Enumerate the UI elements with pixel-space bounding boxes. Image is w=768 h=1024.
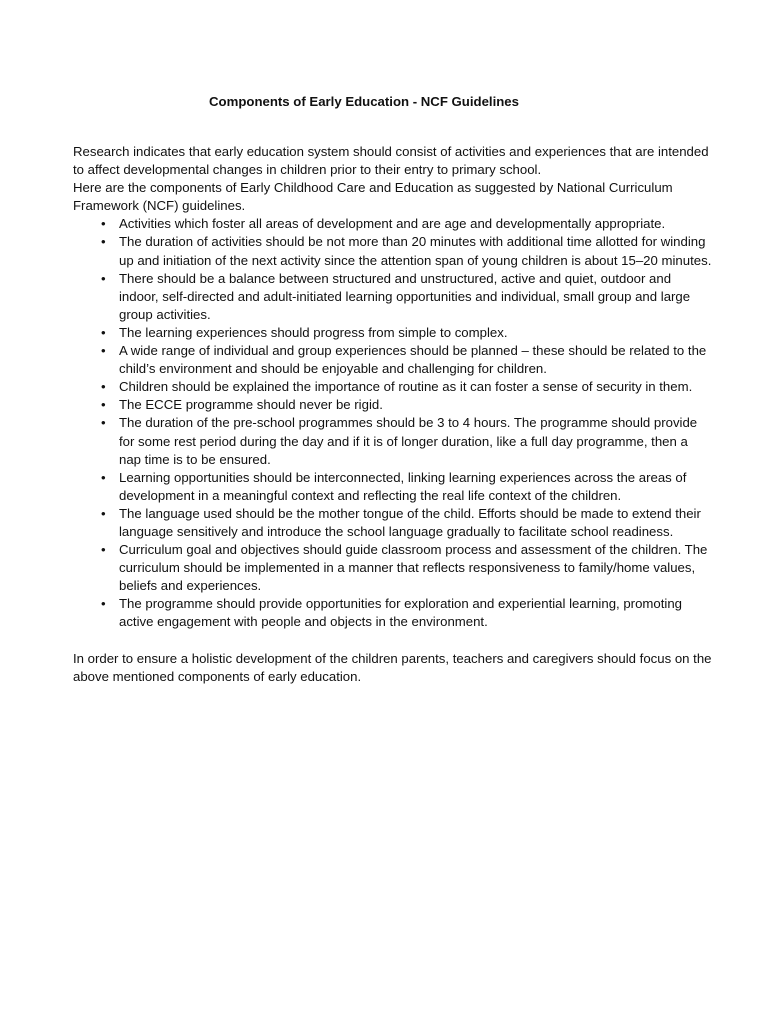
list-item [73, 595, 713, 631]
list-item-text: The learning experiences should progress from simple to complex. [119, 324, 508, 340]
list-item [73, 541, 713, 595]
bullet-icon: • [101, 234, 106, 250]
list-item [73, 342, 713, 378]
list-item-text: The duration of the pre-school programmes should be 3 to 4 hours. The programme should provide for some rest period during the day and if it is of longer duration, like a full day programme, then a nap time is to be ensured. [119, 415, 698, 467]
bullet-icon: • [101, 270, 106, 286]
list-item-text: Curriculum goal and objectives should guide classroom process and assessment of the children. The curriculum should be implemented in a manner that reflects responsiveness to family/home values, beliefs and experiences. [119, 542, 708, 594]
list-item-text: A wide range of individual and group experiences should be planned – these should be related to the child’s environment and should be enjoyable and challenging for children. [119, 343, 707, 377]
bullet-icon: • [101, 379, 106, 395]
list-item [73, 469, 713, 505]
list-item [73, 414, 713, 468]
bullet-icon: • [101, 542, 106, 558]
intro-paragraph: Research indicates that early education system should consist of activities and experiences that are intended to affect developmental changes in children prior to their entry to primary school. [73, 144, 709, 178]
list-item [73, 270, 713, 324]
document-body [73, 143, 713, 686]
list-item-text: Learning opportunities should be interconnected, linking learning experiences across the areas of development in a meaningful context and reflecting the real life context of the children. [119, 469, 687, 503]
intro-paragraph-components: Here are the components of Early Childhood Care and Education as suggested by National Curriculum Framework (NCF) guidelines. [73, 180, 673, 214]
bullet-icon: • [101, 415, 106, 431]
bullet-icon: • [101, 397, 106, 413]
bullet-icon: • [101, 324, 106, 340]
list-item [73, 324, 713, 342]
list-item-text: Children should be explained the importance of routine as it can foster a sense of security in them. [119, 379, 693, 395]
list-item-text: The ECCE programme should never be rigid. [119, 397, 383, 413]
list-item-text: There should be a balance between structured and unstructured, active and quiet, outdoor and indoor, self-directed and adult-initiated learning opportunities and individual, small group and large group activities. [119, 270, 691, 322]
document-title: Components of Early Education - NCF Guidelines [209, 94, 519, 109]
list-item [73, 215, 713, 233]
bullet-icon: • [101, 216, 106, 232]
closing-paragraph: In order to ensure a holistic development of the children parents, teachers and caregivers should focus on the above mentioned components of early education. [73, 650, 712, 684]
bullet-icon: • [101, 343, 106, 359]
list-item-text: The language used should be the mother tongue of the child. Efforts should be made to extend their language sensitively and introduce the school language gradually to facilitate school readiness. [119, 505, 701, 539]
bullet-icon: • [101, 596, 106, 612]
list-item [73, 233, 713, 269]
list-item-text: The duration of activities should be not more than 20 minutes with additional time allotted for winding up and initiation of the next activity since the attention span of young children is about 15–20 minutes. [119, 234, 712, 268]
list-item [73, 396, 713, 414]
list-item [73, 505, 713, 541]
components-list [73, 215, 713, 631]
bullet-icon: • [101, 505, 106, 521]
bullet-icon: • [101, 469, 106, 485]
list-item-text: The programme should provide opportunities for exploration and experiential learning, promoting active engagement with people and objects in the environment. [119, 596, 682, 630]
list-item [73, 378, 713, 396]
list-item-text: Activities which foster all areas of development and are age and developmentally appropriate. [119, 216, 666, 232]
